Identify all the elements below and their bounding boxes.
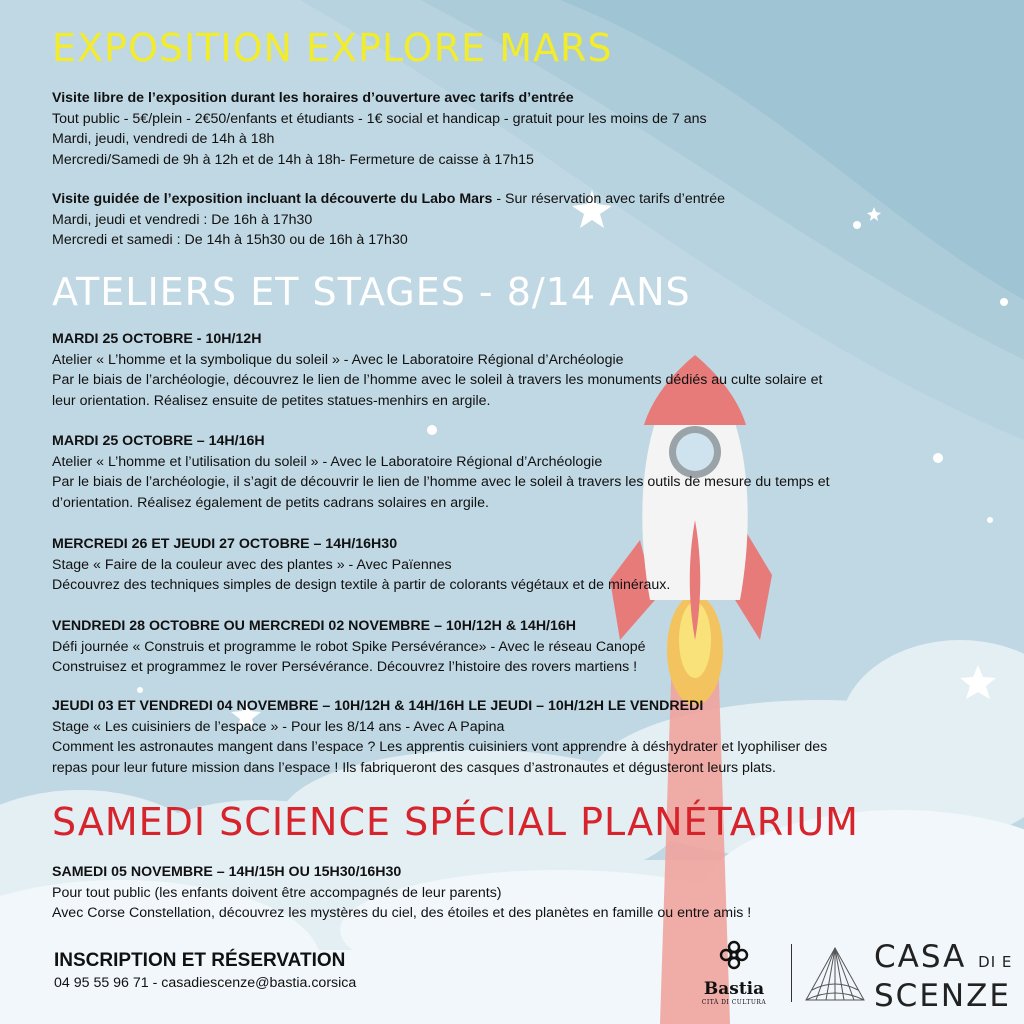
- atelier-date: JEUDI 03 ET VENDREDI 04 NOVEMBRE – 10H/12H & 14H/16H LE JEUDI – 10H/12H LE VENDREDI: [52, 698, 704, 714]
- inscription-contact: 04 95 55 96 71 - casadiescenze@bastia.corsica: [54, 975, 357, 991]
- bastia-logo: [696, 938, 772, 1006]
- atelier-line: Par le biais de l’archéologie, découvrez le lien de l’homme avec le soleil à travers les monuments dédiés au culte solaire et: [52, 372, 823, 388]
- casa-di-e: DI E: [978, 953, 1013, 971]
- samedi-science-line: Pour tout public (les enfants doivent être accompagnés de leur parents): [52, 884, 502, 901]
- atelier-date: MERCREDI 26 ET JEUDI 27 OCTOBRE – 14H/16H30: [52, 536, 398, 552]
- atelier-date: MARDI 25 OCTOBRE - 10H/12H: [52, 331, 262, 347]
- bastia-emblem-icon: [717, 938, 751, 972]
- atelier-line: Par le biais de l’archéologie, il s’agit de découvrir le lien de l’homme avec le soleil à travers les outils de mesure du temps et: [52, 474, 830, 490]
- atelier-item: [52, 431, 932, 513]
- visit-libre-hours-2: Mercredi/Samedi de 9h à 12h et de 14h à 18h- Fermeture de caisse à 17h15: [52, 151, 534, 168]
- samedi-science-line: Avec Corse Constellation, découvrez les mystères du ciel, des étoiles et des planètes en famille ou entre amis !: [52, 905, 752, 921]
- atelier-line: Atelier « L’homme et la symbolique du soleil » - Avec le Laboratoire Régional d’Archéologie: [52, 351, 624, 368]
- visit-guidee-heading-suffix: - Sur réservation avec tarifs d’entrée: [492, 191, 726, 207]
- atelier-date: MARDI 25 OCTOBRE – 14H/16H: [52, 433, 265, 449]
- visit-libre-heading: Visite libre de l’exposition durant les horaires d’ouverture avec tarifs d’entrée: [52, 90, 574, 106]
- pyramid-icon: [804, 946, 866, 1004]
- atelier-line: d’orientation. Réalisez également de petits cadrans solaires en argile.: [52, 494, 489, 511]
- exposition-title: EXPOSITION EXPLORE MARS: [52, 26, 613, 70]
- exposition-visit-libre: [52, 88, 932, 170]
- casa-line1: [874, 940, 1012, 979]
- visit-libre-prices: Tout public - 5€/plein - 2€50/enfants et étudiants - 1€ social et handicap - gratuit pour les moins de 7 ans: [52, 110, 707, 127]
- atelier-item: [52, 329, 932, 411]
- inscription-title: INSCRIPTION ET RÉSERVATION: [54, 950, 346, 971]
- atelier-line: repas pour leur future mission dans l’espace ! Ils fabriqueront des casques d’astronautes et dégusteront leurs plats.: [52, 759, 776, 776]
- atelier-line: Stage « Les cuisiniers de l’espace » - Pour les 8/14 ans - Avec A Papina: [52, 718, 505, 735]
- logo-divider: [791, 944, 792, 1002]
- visit-guidee-heading-line: [52, 189, 932, 210]
- atelier-item: [52, 696, 932, 778]
- atelier-date: VENDREDI 28 OCTOBRE OU MERCREDI 02 NOVEMBRE – 10H/12H & 14H/16H: [52, 618, 577, 634]
- atelier-line: Comment les astronautes mangent dans l’espace ? Les apprentis cuisiniers vont apprendre à déshydrater et lyophiliser des: [52, 739, 828, 755]
- bastia-name: Bastia: [703, 979, 765, 999]
- atelier-item: [52, 616, 932, 678]
- visit-guidee-heading: Visite guidée de l’exposition incluant la découverte du Labo Mars: [52, 191, 493, 207]
- atelier-item: [52, 534, 932, 596]
- visit-guidee-hours-1: Mardi, jeudi et vendredi : De 16h à 17h30: [52, 211, 313, 228]
- casa-word: CASA: [874, 939, 967, 975]
- visit-guidee-hours-2: Mercredi et samedi : De 14h à 15h30 ou de 16h à 17h30: [52, 232, 408, 248]
- casa-di-e-scenze-logo: [874, 940, 1012, 1013]
- ateliers-title: ATELIERS ET STAGES - 8/14 ANS: [52, 270, 691, 314]
- samedi-science-title: SAMEDI SCIENCE SPÉCIAL PLANÉTARIUM: [52, 800, 859, 844]
- atelier-line: Découvrez des techniques simples de design textile à partir de colorants végétaux et de minéraux.: [52, 577, 671, 593]
- atelier-line: Défi journée « Construis et programme le robot Spike Persévérance» - Avec le réseau Canopé: [52, 638, 646, 655]
- atelier-line: Stage « Faire de la couleur avec des plantes » - Avec Païennes: [52, 556, 452, 573]
- visit-libre-hours-1: Mardi, jeudi, vendredi de 14h à 18h: [52, 131, 275, 147]
- atelier-line: leur orientation. Réalisez ensuite de petites statues-menhirs en argile.: [52, 392, 491, 409]
- atelier-line: Atelier « L’homme et l’utilisation du soleil » - Avec le Laboratoire Régional d’Archéologie: [52, 453, 603, 470]
- bastia-subtitle: CITÀ DI CULTURA: [701, 999, 767, 1006]
- exposition-visit-guidee: [52, 189, 932, 251]
- samedi-science-date: SAMEDI 05 NOVEMBRE – 14H/15H OU 15H30/16H30: [52, 864, 402, 880]
- casa-line2: SCENZE: [874, 978, 1011, 1014]
- samedi-science-details: [52, 862, 932, 924]
- atelier-line: Construisez et programmez le rover Persévérance. Découvrez l’histoire des rovers martiens !: [52, 659, 638, 675]
